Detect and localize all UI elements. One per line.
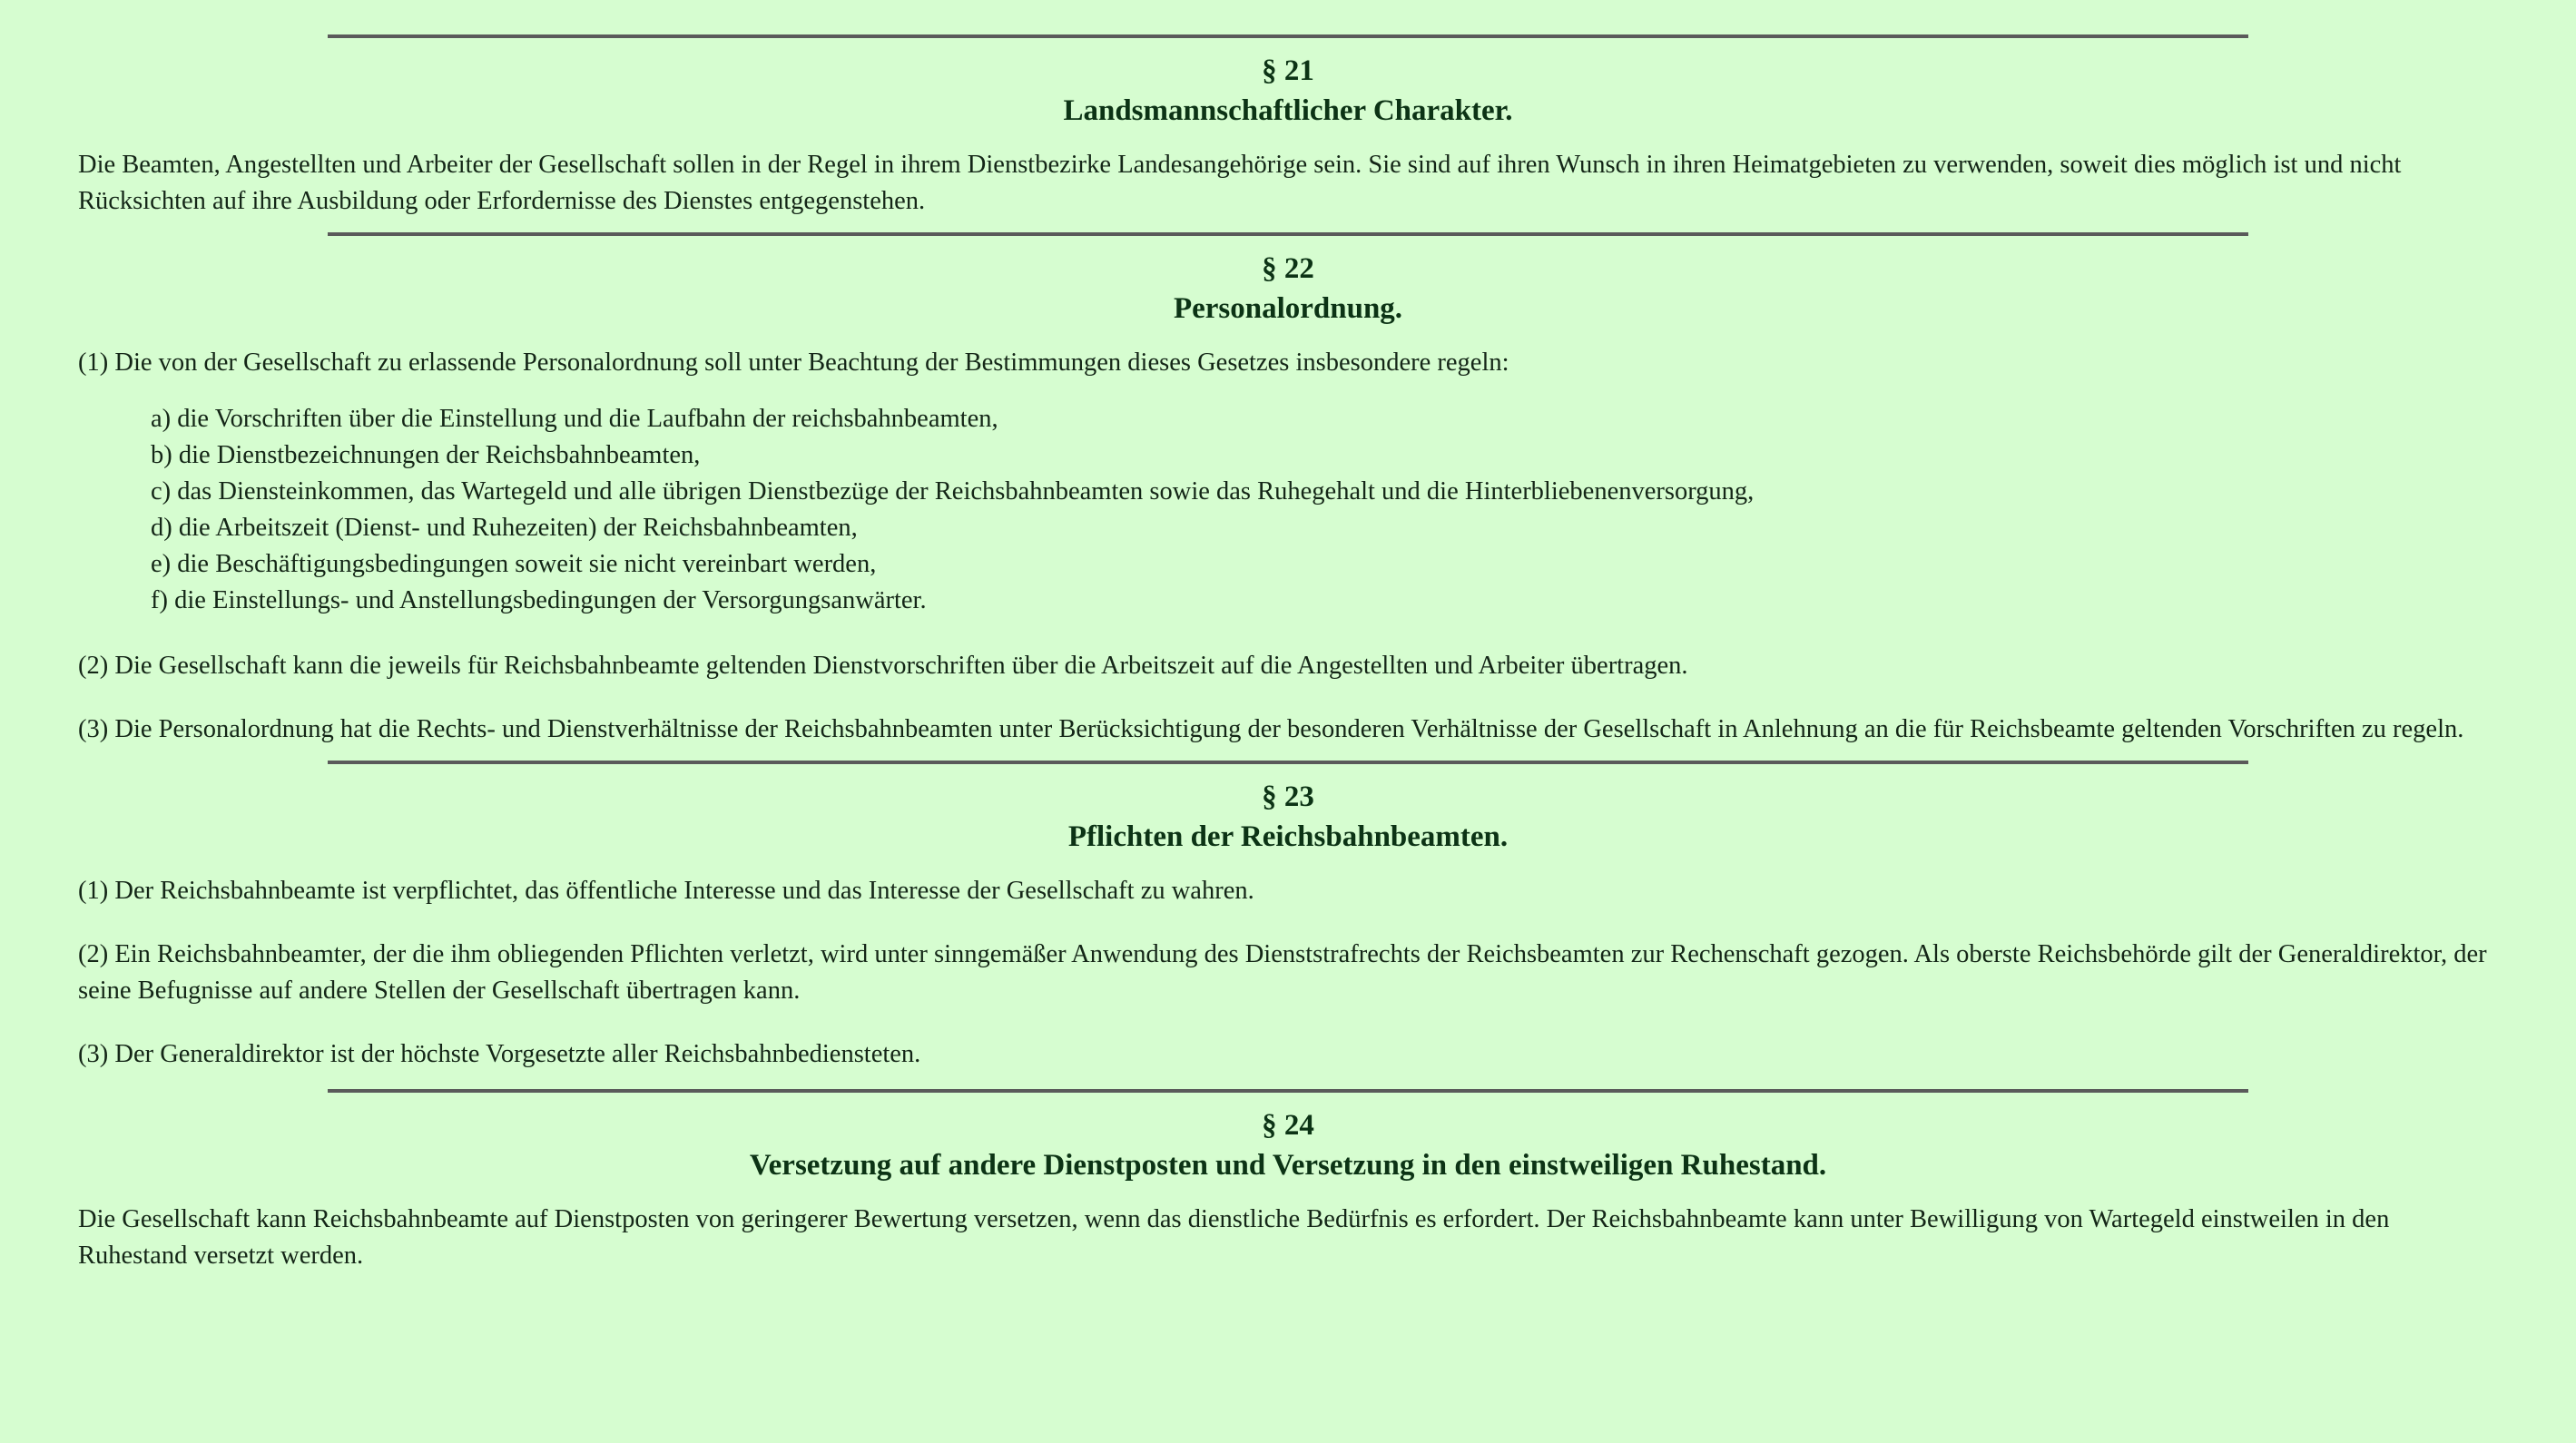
list-item: f) die Einstellungs- und Anstellungsbedingungen der Versorgungsanwärter. bbox=[151, 586, 927, 614]
paragraph: (1) Der Reichsbahnbeamte ist verpflichtet, das öffentliche Interesse und das Interesse der Gesellschaft zu wahren. bbox=[78, 877, 1254, 905]
section-24-heading bbox=[78, 1105, 2498, 1185]
section-divider bbox=[328, 1089, 2248, 1093]
paragraph: (2) Ein Reichsbahnbeamter, der die ihm obliegenden Pflichten verletzt, wird unter sinngemäßer Anwendung des Dienststrafrechts der Reichsbeamten zur Rechenschaft gezogen. Als oberste Reichsbehörde gilt der Generaldirektor, der seine Befugnisse auf andere Stellen der Gesellschaft übertragen kann. bbox=[78, 940, 2487, 1005]
section-title: Landsmannschaftlicher Charakter. bbox=[1063, 94, 1513, 127]
section-title: Pflichten der Reichsbahnbeamten. bbox=[1067, 820, 1509, 853]
section-title: Versetzung auf andere Dienstposten und Versetzung in den einstweiligen Ruhestand. bbox=[749, 1149, 1827, 1182]
section-divider bbox=[328, 761, 2248, 764]
paragraph: (2) Die Gesellschaft kann die jeweils für Reichsbahnbeamte geltenden Dienstvorschriften über die Arbeitszeit auf die Angestellten und Arbeiter übertragen. bbox=[78, 652, 1688, 680]
paragraph: (1) Die von der Gesellschaft zu erlassende Personalordnung soll unter Beachtung der Bestimmungen dieses Gesetzes insbesondere regeln: bbox=[78, 348, 1509, 377]
section-23-heading bbox=[78, 777, 2498, 857]
paragraph: (3) Die Personalordnung hat die Rechts- und Dienstverhältnisse der Reichsbahnbeamten unter Berücksichtigung der besonderen Verhältnisse der Gesellschaft in Anlehnung an die für Reichsbeamte geltenden Vorschriften zu regeln. bbox=[78, 715, 2464, 743]
paragraph: Die Gesellschaft kann Reichsbahnbeamte auf Dienstposten von geringerer Bewertung versetzen, wenn das dienstliche Bedürfnis es erfordert. Der Reichsbahnbeamte kann unter Bewilligung von Wartegeld einstweilen in den Ruhestand versetzt werden. bbox=[78, 1205, 2390, 1270]
section-number: § 22 bbox=[1262, 252, 1314, 285]
section-number: § 23 bbox=[1262, 780, 1314, 813]
section-21-heading bbox=[78, 51, 2498, 131]
list-item: a) die Vorschriften über die Einstellung und die Laufbahn der reichsbahnbeamten, bbox=[151, 405, 998, 433]
list-item: c) das Diensteinkommen, das Wartegeld und alle übrigen Dienstbezüge der Reichsbahnbeamten sowie das Ruhegehalt und die Hinterbliebenenversorgung, bbox=[151, 477, 1755, 506]
paragraph: Die Beamten, Angestellten und Arbeiter der Gesellschaft sollen in der Regel in ihrem Dienstbezirke Landesangehörige sein. Sie sind auf ihren Wunsch in ihren Heimatgebieten zu verwenden, soweit dies möglich ist und nicht Rücksichten auf ihre Ausbildung oder Erfordernisse des Dienstes entgegenstehen. bbox=[78, 151, 2402, 215]
regulation-list bbox=[78, 401, 2498, 619]
paragraph: (3) Der Generaldirektor ist der höchste Vorgesetzte aller Reichsbahnbediensteten. bbox=[78, 1040, 921, 1068]
section-number: § 24 bbox=[1262, 1109, 1314, 1142]
list-item: e) die Beschäftigungsbedingungen soweit sie nicht vereinbart werden, bbox=[151, 550, 877, 578]
section-22-heading bbox=[78, 249, 2498, 329]
section-title: Personalordnung. bbox=[1173, 292, 1403, 325]
list-item: b) die Dienstbezeichnungen der Reichsbahnbeamten, bbox=[151, 441, 701, 469]
list-item: d) die Arbeitszeit (Dienst- und Ruhezeiten) der Reichsbahnbeamten, bbox=[151, 514, 858, 542]
document-page bbox=[0, 34, 2576, 1443]
section-divider bbox=[328, 34, 2248, 38]
section-number: § 21 bbox=[1262, 54, 1314, 87]
section-divider bbox=[328, 232, 2248, 236]
